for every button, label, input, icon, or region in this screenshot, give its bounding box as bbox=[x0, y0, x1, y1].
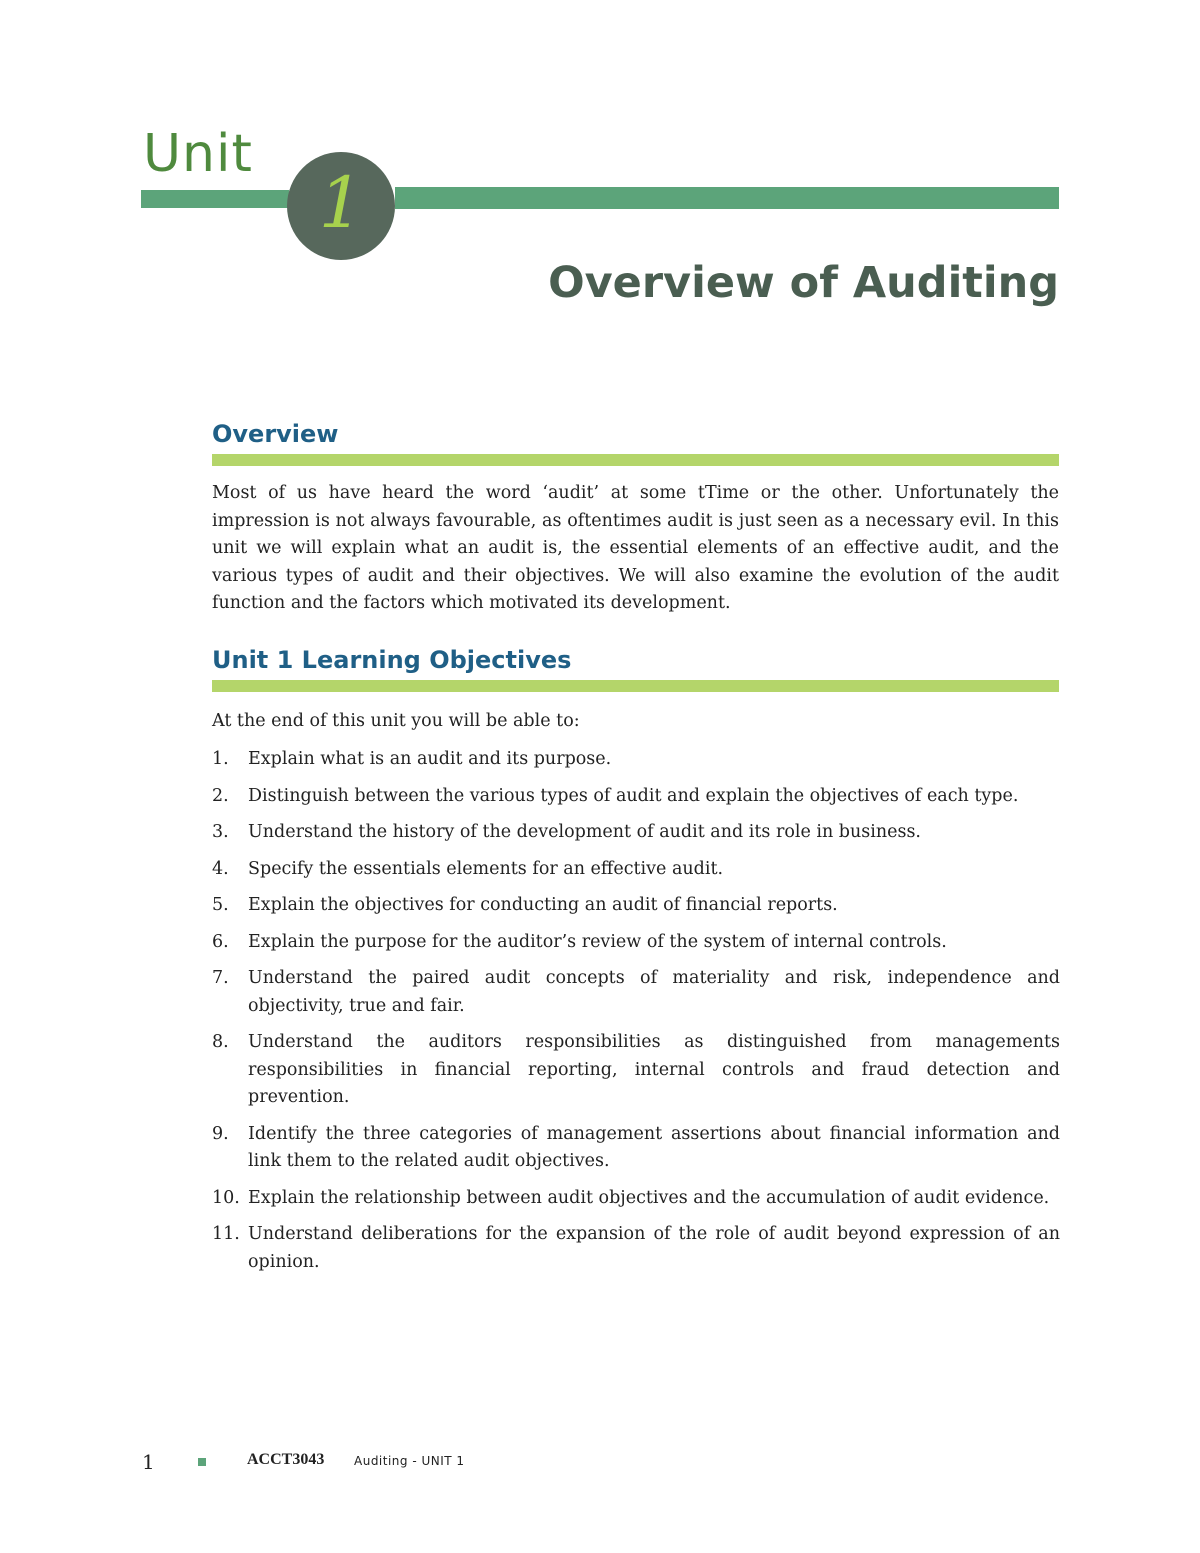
objective-text: Distinguish between the various types of audit and explain the objectives of each type. bbox=[248, 785, 1019, 806]
objective-item bbox=[212, 1185, 1060, 1213]
objective-item bbox=[212, 1221, 1060, 1276]
objective-item bbox=[212, 819, 1060, 847]
header-bar-right bbox=[395, 187, 1059, 209]
objective-text: Explain the relationship between audit objectives and the accumulation of audit evidence. bbox=[248, 1187, 1050, 1208]
objective-number: 1. bbox=[212, 749, 229, 769]
overview-heading: Overview bbox=[212, 420, 339, 448]
objectives-rule bbox=[212, 680, 1059, 692]
objective-item bbox=[212, 929, 1060, 957]
overview-body: Most of us have heard the word ‘audit’ at some tTime or the other. Unfortunately the impression is not always favourable, as oftentimes audit is just seen as a necessary evil. In this unit we will explain what an audit is, the essential elements of an effective audit, and the various types of audit and their objectives. We will also examine the evolution of the audit function and the factors which motivated its development. bbox=[212, 483, 1059, 613]
header-bar-left bbox=[141, 190, 289, 208]
objective-number: 6. bbox=[212, 931, 229, 952]
objective-number: 5. bbox=[212, 895, 229, 915]
objective-item bbox=[212, 1029, 1060, 1112]
objective-item bbox=[212, 783, 1060, 811]
objective-text: Understand the auditors responsibilities as distinguished from managements responsibilities in financial reporting, internal controls and fraud detection and prevention. bbox=[248, 1032, 1060, 1107]
unit-number: 1 bbox=[318, 162, 364, 244]
course-name: Auditing - UNIT 1 bbox=[354, 1454, 465, 1468]
objective-item bbox=[212, 892, 1060, 920]
page-title: Overview of Auditing bbox=[548, 258, 1059, 308]
unit-word: Unit bbox=[143, 124, 253, 184]
objective-number: 7. bbox=[212, 968, 229, 988]
course-code: ACCT3043 bbox=[247, 1451, 325, 1468]
objective-item bbox=[212, 746, 1060, 774]
objective-number: 10. bbox=[212, 1187, 240, 1208]
objective-text: Explain the purpose for the auditor’s review of the system of internal controls. bbox=[248, 931, 947, 952]
objective-text: Understand the paired audit concepts of materiality and risk, independence and objectivity, true and fair. bbox=[248, 968, 1060, 1016]
objective-text: Understand deliberations for the expansion of the role of audit beyond expression of an opinion. bbox=[248, 1224, 1060, 1272]
objectives-heading: Unit 1 Learning Objectives bbox=[212, 646, 572, 674]
objectives-list bbox=[212, 746, 1060, 1285]
unit-number-badge bbox=[287, 152, 395, 260]
objective-text: Understand the history of the development of audit and its role in business. bbox=[248, 822, 921, 842]
overview-rule bbox=[212, 454, 1059, 466]
objective-number: 2. bbox=[212, 785, 229, 806]
objectives-lead: At the end of this unit you will be able to: bbox=[212, 711, 580, 731]
footer-square-icon bbox=[198, 1458, 206, 1466]
objective-number: 11. bbox=[212, 1224, 240, 1244]
objective-number: 3. bbox=[212, 822, 229, 842]
objective-text: Explain the objectives for conducting an audit of financial reports. bbox=[248, 895, 838, 915]
objective-item bbox=[212, 965, 1060, 1020]
page-number: 1 bbox=[142, 1450, 155, 1474]
objective-number: 4. bbox=[212, 858, 229, 879]
objective-item bbox=[212, 1121, 1060, 1176]
objective-text: Explain what is an audit and its purpose. bbox=[248, 749, 612, 769]
objective-number: 8. bbox=[212, 1032, 229, 1052]
objective-text: Identify the three categories of management assertions about financial information and link them to the related audit objectives. bbox=[248, 1123, 1060, 1171]
objective-text: Specify the essentials elements for an effective audit. bbox=[248, 858, 724, 879]
page-footer bbox=[0, 1450, 1200, 1474]
objective-item bbox=[212, 856, 1060, 884]
objective-number: 9. bbox=[212, 1123, 229, 1144]
